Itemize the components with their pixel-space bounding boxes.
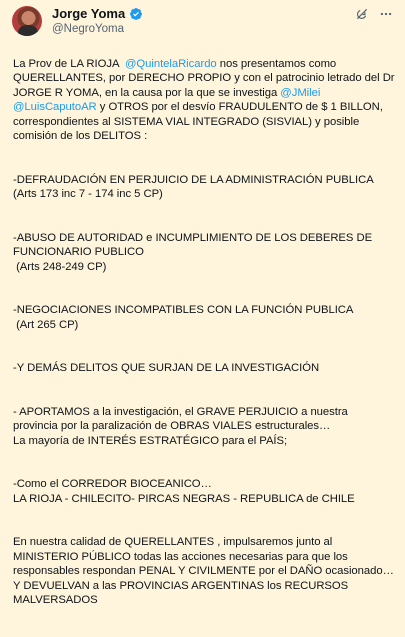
mention-quintelaricardo[interactable]: @QuintelaRicardo — [124, 57, 217, 70]
tweet-text-segment: La Prov de LA RIOJA — [13, 57, 125, 70]
tweet-paragraph-negociaciones: -NEGOCIACIONES INCOMPATIBLES CON LA FUNCIÓN PUBLICA (Art 265 CP) — [13, 304, 354, 331]
verified-badge-icon — [129, 7, 143, 21]
author-avatar[interactable] — [12, 6, 42, 36]
author-name-row — [52, 6, 143, 22]
tweet-header — [12, 6, 393, 38]
tweet-text — [13, 42, 398, 637]
tweet-paragraph-corredor: -Como el CORREDOR BIOCEANICO… LA RIOJA - CHILECITO- PIRCAS NEGRAS - REPUBLICA de CHILE — [13, 478, 355, 505]
tweet-paragraph-aportamos: - APORTAMOS a la investigación, el GRAVE PERJUICIO a nuestra provincia por la paralización de OBRAS VIALES estructurales… La mayoría de INTERÉS ESTRATÉGICO para el PAÍS; — [13, 405, 348, 447]
tweet-paragraph-querellantes: En nuestra calidad de QUERELLANTES , impulsaremos junto al MINISTERIO PÚBLICO todas las acciones necesarias para que los responsables respondan PENAL Y CIVILMENTE por el DAÑO ocasionado… Y DEVUELVAN a las PROVINCIAS ARGENTINAS los RECURSOS MALVERSADOS — [13, 536, 394, 606]
tweet-paragraph-abuso: -ABUSO DE AUTORIDAD e INCUMPLIMIENTO DE LOS DEBERES DE FUNCIONARIO PUBLICO (Arts 248-249 CP) — [13, 231, 373, 273]
tweet-text-segment: nos presentamos como QUERELLANTES, por DERECHO PROPIO y con el patrocinio letrado del Dr JORGE R YOMA, en la causa por la que se investiga — [13, 57, 398, 99]
grok-icon[interactable] — [355, 7, 369, 21]
author-display-name[interactable]: Jorge Yoma — [52, 6, 126, 21]
tweet-text-segment — [320, 87, 323, 99]
tweet-paragraph-defraudacion: -DEFRAUDACIÓN EN PERJUICIO DE LA ADMINISTRACIÓN PUBLICA (Arts 173 inc 7 - 174 inc 5 CP) — [13, 173, 374, 200]
tweet-actions — [355, 6, 393, 22]
mention-jmilei[interactable]: @JMilei — [280, 86, 321, 99]
tweet-paragraph-intro — [13, 57, 398, 144]
more-options-icon[interactable] — [379, 7, 393, 21]
tweet-paragraph-demas-delitos: -Y DEMÁS DELITOS QUE SURJAN DE LA INVESTIGACIÓN — [13, 362, 320, 374]
author-handle[interactable]: @NegroYoma — [52, 23, 124, 35]
tweet-text-segment: y OTROS por el desvío FRAUDULENTO de $ 1 BILLON, correspondientes al SISTEMA VIAL INTEGRADO (SISVIAL) y posible comisión de los DELITOS : — [13, 101, 386, 142]
mention-luiscaputoar[interactable]: @LuisCaputoAR — [13, 101, 97, 113]
